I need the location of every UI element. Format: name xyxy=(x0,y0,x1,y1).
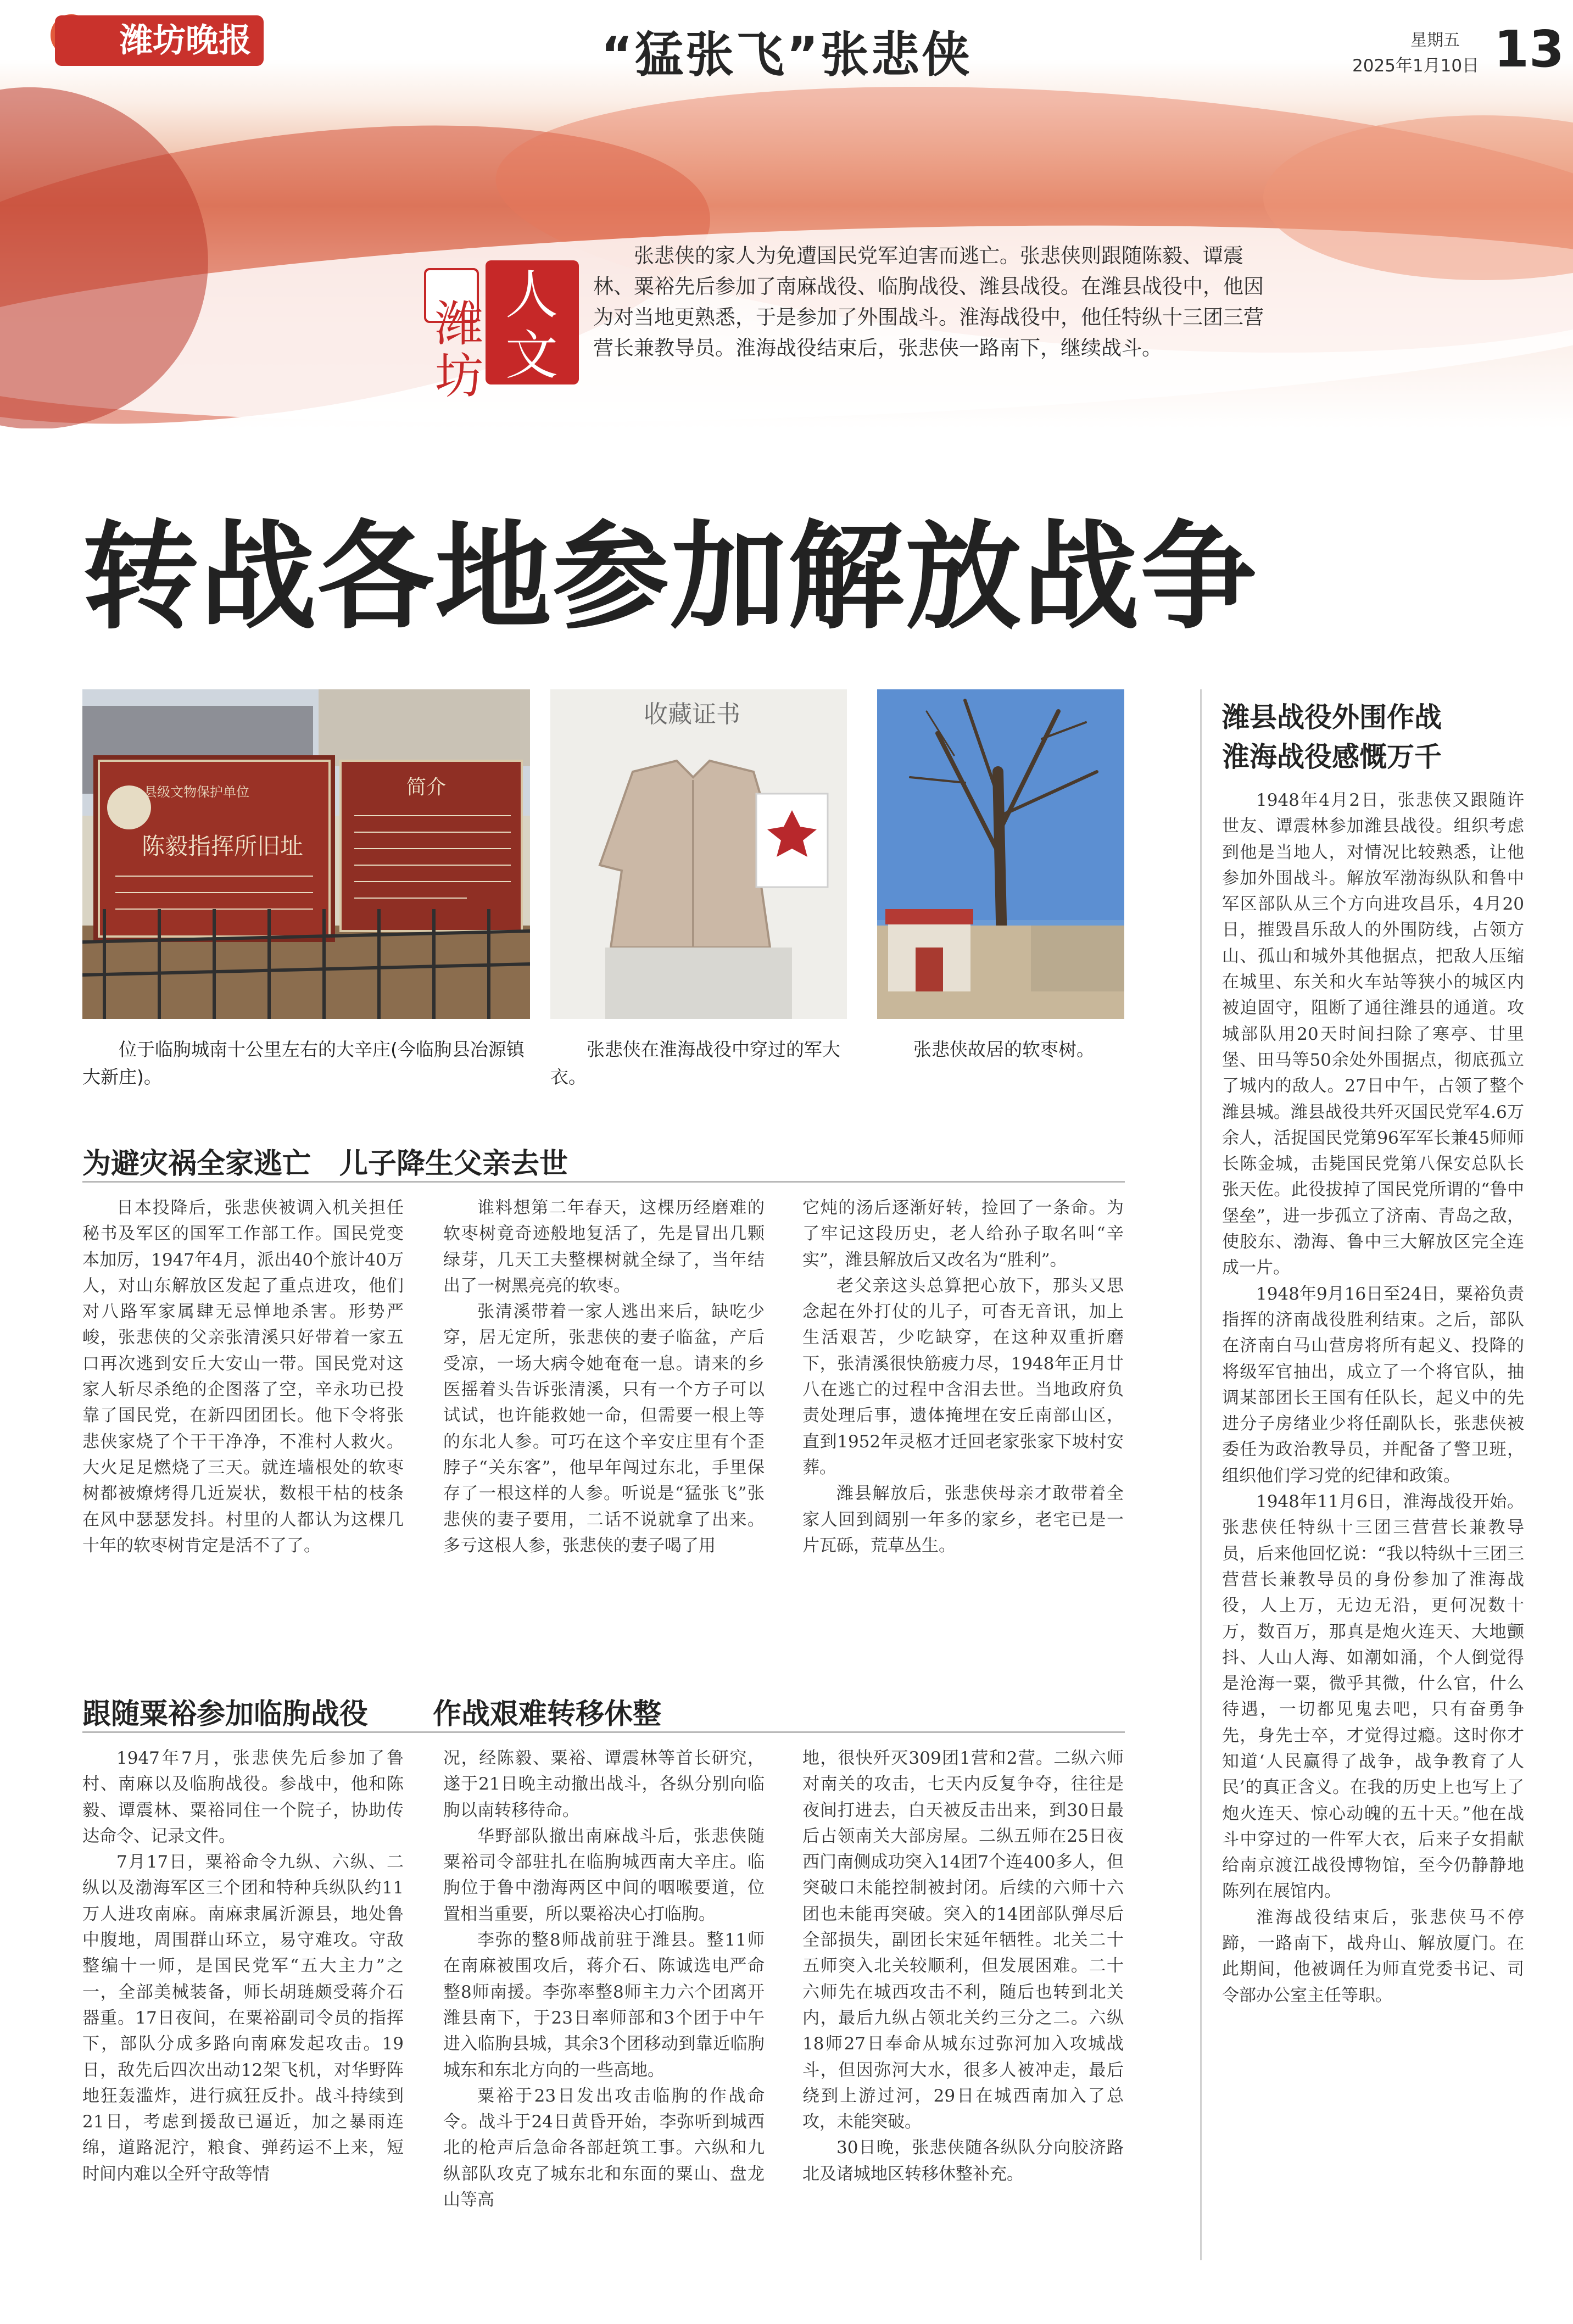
section1-paragraph: 潍县解放后，张悲侠母亲才敢带着全家人回到阔别一年多的家乡，老宅已是一片瓦砾，荒草丛生。 xyxy=(802,1484,1124,1556)
section2-heading-b: 作战艰难转移休整 xyxy=(433,1698,662,1731)
sidebar-paragraph: 1948年9月16日至24日，粟裕负责指挥的济南战役胜利结束。之后，部队在济南白马山营房将所有起义、投降的将级军官抽出，成立了一个将官队，抽调某部团长王国有任队长，起义中的先进分子房绪业少将任副队长，张悲侠被委任为政治教导员，并配备了警卫班，组织他们学习党的纪律和政策。 xyxy=(1222,1284,1524,1486)
plaque-org-text: 县级文物保护单位 xyxy=(144,784,249,800)
seal-char-3: 人 xyxy=(505,264,558,326)
seal-char-2: 坊 xyxy=(435,348,484,401)
photo-date-plum-tree xyxy=(877,689,1124,1019)
section1-heading: 为避灾祸全家逃亡 儿子降生父亲去世 xyxy=(82,1147,568,1180)
sidebar-body xyxy=(1222,788,1524,2009)
section1-column-3 xyxy=(802,1195,1124,1559)
sidebar-paragraph: 1948年11月6日，淮海战役开始。张悲侠任特纵十三团三营营长兼教导员，后来他回忆说：“我以特纵十三团三营营长兼教导员的身份参加了淮海战役，人上万，无边无沿，更何况数十万，数百万，那真是炮火连天、大地颤抖、人山人海、如潮如涌，个人倒觉得是沧海一粟，微乎其微，什么官，什么待遇，一切都见鬼去吧，只有奋勇争先，身先士卒，才觉得过瘾。这时你才知道‘人民赢得了战争，战争教育了人民’的真正含义。在我的历史上也写上了炮火连天、惊心动魄的五十天。”他在战斗中穿过的一件军大衣，后来子女捐献给南京渡江战役博物馆，至今仍静静地陈列在展馆内。 xyxy=(1222,1492,1524,1902)
section1-column-1 xyxy=(82,1195,404,1559)
section2-paragraph: 7月17日，粟裕命令九纵、六纵、二纵以及渤海军区三个团和特种兵纵队约11万人进攻南麻。南麻隶属沂源县，地处鲁中腹地，周围群山环立，易守难攻。守敌整编十一师，是国民党军“五大主力”之一，全部美械装备，师长胡琏颇受蒋介石器重。17日夜间，在粟裕副司令员的指挥下，部队分成多路向南麻发起攻击。19日，敌先后四次出动12架飞机，对华野阵地狂轰滥炸，进行疯狂反扑。战斗持续到21日，考虑到援敌已逼近，加之暴雨连绵，道路泥泞，粮食、弹药运不上来，短时间内难以全歼守敌等情 xyxy=(82,1852,404,2184)
section2-paragraph: 30日晚，张悲侠随各纵队分向胶济路北及诸城地区转移休整补充。 xyxy=(802,2138,1124,2184)
sidebar-paragraph: 1948年4月2日，张悲侠又跟随许世友、谭震林参加潍县战役。组织考虑到他是当地人，对情况比较熟悉，让他参加外围战斗。解放军渤海纵队和鲁中军区部队从三个方向进攻昌乐，4月20日，摧毁昌乐敌人的外围防线，占领方山、孤山和城外其他据点，把敌人压缩在城里、东关和火车站等狭小的城区内被迫固守，阻断了通往潍县的通道。攻城部队用20天时间扫除了寒亭、甘里堡、田马等50余处外围据点，彻底孤立了城内的敌人。27日中午，占领了整个潍县城。潍县战役共歼灭国民党军4.6万余人，活捉国民党第96军军长兼45师师长陈金城，击毙国民党第八保安总队长张天佐。此役拔掉了国民党所谓的“鲁中堡垒”，进一步孤立了济南、青岛之敌，使胶东、渤海、鲁中三大解放区完全连成一片。 xyxy=(1222,790,1524,1278)
sidebar-divider xyxy=(1200,689,1202,2260)
section2-rule xyxy=(82,1731,1125,1733)
page-title: “猛张飞”张悲侠 xyxy=(601,26,972,83)
plaque-intro-text: 简介 xyxy=(406,776,447,799)
column-seal-icon xyxy=(403,258,590,401)
section2-column-3 xyxy=(802,1746,1124,2187)
page-number: 13 xyxy=(1494,20,1565,79)
certificate-title: 收藏证书 xyxy=(644,700,740,728)
plaque-title-text: 陈毅指挥所旧址 xyxy=(142,833,304,860)
section1-paragraph: 老父亲这头总算把心放下，那头又思念起在外打仗的儿子，可杳无音讯，加上生活艰苦，少吃缺穿，在这种双重折磨下，张清溪很快筋疲力尽，1948年正月廿八在逃亡的过程中含泪去世。当地政府负责处理后事，遗体掩埋在安丘南部山区，直到1952年灵柩才迁回老家张家下坡村安葬。 xyxy=(802,1275,1124,1478)
photo-military-coat xyxy=(550,689,847,1019)
section2-paragraph: 1947年7月，张悲侠先后参加了鲁村、南麻以及临朐战役。参战中，他和陈毅、谭震林、粟裕同住一个院子，协助传达命令、记录文件。 xyxy=(82,1748,404,1846)
seal-char-4: 文 xyxy=(505,325,558,386)
section2-paragraph: 粟裕于23日发出攻击临朐的作战命令。战斗于24日黄昏开始，李弥听到城西北的枪声后急命各部赶筑工事。六纵和九纵部队攻克了城东北和东面的粟山、盘龙山等高 xyxy=(443,2086,765,2210)
section1-paragraph: 张清溪带着一家人逃出来后，缺吃少穿，居无定所，张悲侠的妻子临盆，产后受凉，一场大病令她奄奄一息。请来的乡医摇着头告诉张清溪，只有一个方子可以试试，也许能救她一命，但需要一根上等的东北人参。可巧在这个辛安庄里有个歪脖子“关东客”，他早年闯过东北，手里保存了一根这样的人参。听说是“猛张飞”张悲侠的妻子要用，二话不说就拿了出来。多亏这根人参，张悲侠的妻子喝了用 xyxy=(443,1302,765,1556)
issue-date: 2025年1月10日 xyxy=(1352,56,1480,76)
newspaper-name: 潍坊晚报 xyxy=(55,15,264,66)
section2-column-2 xyxy=(443,1746,765,2213)
photo-command-post-plaque xyxy=(82,689,530,1019)
section2-heading-a: 跟随粟裕参加临朐战役 xyxy=(82,1698,369,1731)
photo-caption-3: 张悲侠故居的软枣树。 xyxy=(913,1039,1095,1060)
section2-paragraph: 李弥的整8师战前驻于潍县。整11师在南麻被围攻后，蒋介石、陈诚选电严命整8师南援。李弥率整8师主力六个团离开潍县南下，于23日率师部和3个团于中午进入临朐县城，其余3个团移动到靠近临朐城东和东北方向的一些高地。 xyxy=(443,1930,765,2080)
sidebar-heading-line-2: 淮海战役感慨万千 xyxy=(1222,741,1442,773)
section1-paragraph: 它炖的汤后逐渐好转，捡回了一条命。为了牢记这段历史，老人给孙子取名叫“辛实”，潍县解放后又改名为“胜利”。 xyxy=(802,1198,1124,1270)
section2-paragraph: 况，经陈毅、粟裕、谭震林等首长研究，遂于21日晚主动撤出战斗，各纵分别向临朐以南转移待命。 xyxy=(443,1748,765,1820)
lead-paragraph: 张悲侠的家人为免遭国民党军迫害而逃亡。张悲侠则跟随陈毅、谭震林、粟裕先后参加了南麻战役、临朐战役、潍县战役。在潍县战役中，他因为对当地更熟悉，于是参加了外围战斗。淮海战役中，他任特纵十三团三营营长兼教导员。淮海战役结束后，张悲侠一路南下，继续战斗。 xyxy=(593,244,1264,360)
sidebar-paragraph: 淮海战役结束后，张悲侠马不停蹄，一路南下，战舟山、解放厦门。在此期间，他被调任为师直党委书记、司令部办公室主任等职。 xyxy=(1222,1907,1524,2005)
article-headline: 转战各地参加解放战争 xyxy=(82,509,1258,645)
photo-caption-2: 张悲侠在淮海战役中穿过的军大衣。 xyxy=(550,1039,840,1088)
section1-rule xyxy=(82,1181,1125,1183)
section1-paragraph: 谁料想第二年春天，这棵历经磨难的软枣树竟奇迹般地复活了，先是冒出几颗绿芽，几天工夫整棵树就全绿了，当年结出了一树黑亮亮的软枣。 xyxy=(443,1198,765,1296)
section2-column-1 xyxy=(82,1746,404,2187)
section1-paragraph: 日本投降后，张悲侠被调入机关担任秘书及军区的国军工作部工作。国民党变本加厉，1947年4月，派出40个旅计40万人，对山东解放区发起了重点进攻，他们对八路军家属肆无忌惮地杀害。形势严峻，张悲侠的父亲张清溪只好带着一家五口再次逃到安丘大安山一带。国民党对这家人斩尽杀绝的企图落了空，辛永功已投靠了国民党，在新四团团长。他下令将张悲侠家烧了个干干净净，不准村人救火。大火足足燃烧了三天。就连墙根处的软枣树都被燎烤得几近炭状，数根干枯的枝条在风中瑟瑟发抖。村里的人都认为这棵几十年的软枣树肯定是活不了了。 xyxy=(82,1198,404,1556)
section2-paragraph: 华野部队撤出南麻战斗后，张悲侠随粟裕司令部驻扎在临朐城西南大辛庄。临朐位于鲁中渤海两区中间的咽喉要道，位置相当重要，所以粟裕决心打临朐。 xyxy=(443,1826,765,1924)
section1-column-2 xyxy=(443,1195,765,1559)
seal-char-1: 潍 xyxy=(435,296,484,352)
sidebar-heading-line-1: 潍县战役外围作战 xyxy=(1222,701,1442,733)
section2-paragraph: 地，很快歼灭309团1营和2营。二纵六师对南关的攻击，七天内反复争夺，往往是夜间打进去，白天被反击出来，到30日最后占领南关大部房屋。二纵五师在25日夜西门南侧成功突入14团7个连400多人，但突破口未能控制被封闭。后续的六师十六团也未能再突破。突入的14团部队弹尽后全部损失，副团长宋延年牺牲。北关二十五师突入北关较顺利，但发展困难。二十六师先在城西攻击不利，随后也转到北关内，最后九纵占领北关约三分之二。六纵18师27日奉命从城东过弥河加入攻城战斗，但因弥河大水，很多人被冲走，最后绕到上游过河，29日在城西南加入了总攻，未能突破。 xyxy=(802,1748,1124,2132)
photo-caption-1: 位于临朐城南十公里左右的大辛庄(今临朐县冶源镇大新庄)。 xyxy=(82,1039,525,1088)
weekday: 星期五 xyxy=(1410,31,1460,50)
